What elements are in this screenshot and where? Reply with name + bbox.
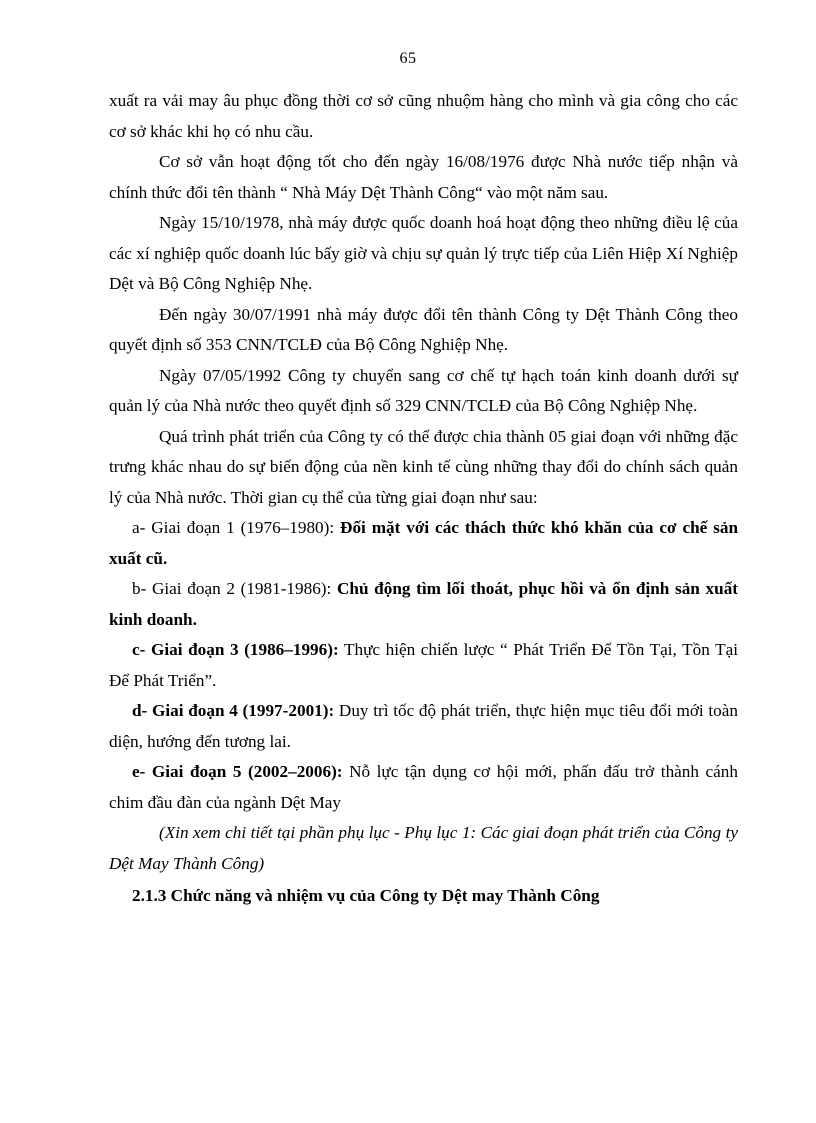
phase-title: Đối mặt với các thách thức khó khăn của cơ chế sản xuất cũ.: [109, 518, 739, 568]
phase-description: Nỗ lực tận dụng cơ hội mới, phấn đấu trở thành cánh chim đầu đàn của ngành Dệt May: [109, 762, 738, 812]
phase-item-1: [109, 513, 738, 574]
phase-item-5: [109, 757, 738, 818]
appendix-note: (Xin xem chi tiết tại phần phụ lục - Phụ lục 1: Các giai đoạn phát triển của Công ty Dệt May Thành Công): [109, 823, 738, 873]
body-text: [109, 86, 738, 912]
phase-title: Chủ động tìm lối thoát, phục hồi và ổn định sản xuất kinh doanh.: [109, 579, 739, 629]
phase-item-4: [109, 696, 738, 757]
phase-label: d- Giai đoạn 4 (1997-2001):: [132, 701, 335, 720]
phase-item-3: [109, 635, 738, 696]
paragraph-takeover-1976: Cơ sở vẫn hoạt động tốt cho đến ngày 16/08/1976 được Nhà nước tiếp nhận và chính thức đổi tên thành “ Nhà Máy Dệt Thành Công“ vào một năm sau.: [109, 152, 738, 202]
phase-label: b- Giai đoạn 2 (1981-1986):: [132, 579, 337, 598]
paragraph-rename-1991: Đến ngày 30/07/1991 nhà máy được đổi tên thành Công ty Dệt Thành Công theo quyết định số 353 CNN/TCLĐ của Bộ Công Nghiệp Nhẹ.: [109, 304, 738, 354]
phase-label: e- Giai đoạn 5 (2002–2006):: [132, 762, 343, 781]
phase-description: Thực hiện chiến lược “ Phát Triển Để Tồn Tại, Tồn Tại Để Phát Triển”.: [109, 640, 739, 690]
paragraph-development-stages-intro: Quá trình phát triển của Công ty có thể được chia thành 05 giai đoạn với những đặc trưng khác nhau do sự biến động của nền kinh tế cùng những thay đổi do chính sách quản lý của Nhà nước. Thời gian cụ thể của từng giai đoạn như sau:: [109, 426, 738, 507]
section-heading: 2.1.3 Chức năng và nhiệm vụ của Công ty Dệt may Thành Công: [132, 886, 600, 905]
phase-label: c- Giai đoạn 3 (1986–1996):: [132, 640, 339, 659]
paragraph-self-accounting-1992: Ngày 07/05/1992 Công ty chuyển sang cơ chế tự hạch toán kinh doanh dưới sự quản lý của Nhà nước theo quyết định số 329 CNN/TCLĐ của Bộ Công Nghiệp Nhẹ.: [109, 365, 738, 415]
phase-item-2: [109, 574, 738, 635]
page-number: 65: [399, 50, 417, 67]
phase-description: Duy trì tốc độ phát triển, thực hiện mục tiêu đổi mới toàn diện, hướng đến tương lai.: [109, 701, 738, 751]
paragraph-nationalization-1978: Ngày 15/10/1978, nhà máy được quốc doanh hoá hoạt động theo những điều lệ của các xí nghiệp quốc doanh lúc bấy giờ và chịu sự quản lý trực tiếp của Liên Hiệp Xí Nghiệp Dệt và Bộ Công Nghiệp Nhẹ.: [109, 213, 738, 293]
phase-label: a- Giai đoạn 1 (1976–1980):: [132, 518, 341, 537]
paragraph-continuation: xuất ra vải may âu phục đồng thời cơ sở cũng nhuộm hàng cho mình và gia công cho các cơ sở khác khi họ có nhu cầu.: [109, 91, 738, 141]
